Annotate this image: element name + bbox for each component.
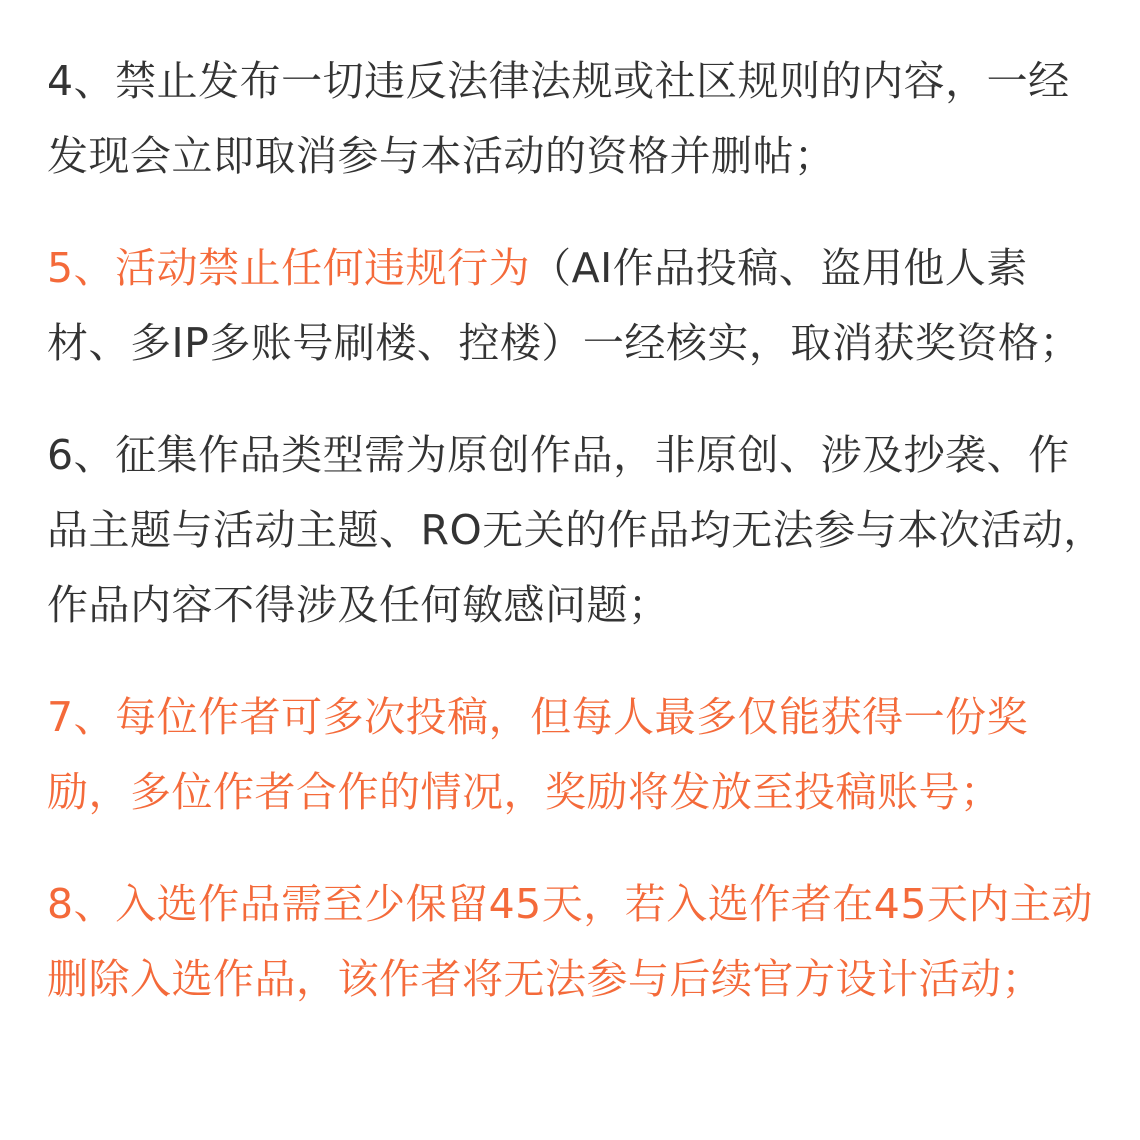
rule-5 (47, 231, 1107, 381)
rule-6: 6、征集作品类型需为原创作品，非原创、涉及抄袭、作品主题与活动主题、RO无关的作品均无法参与本次活动，作品内容不得涉及任何敏感问题； (47, 431, 1105, 629)
rule-7: 7、每位作者可多次投稿，但每人最多仅能获得一份奖励，多位作者合作的情况，奖励将发放至投稿账号； (47, 693, 1029, 816)
rule-8: 8、入选作品需至少保留45天，若入选作者在45天内主动删除入选作品，该作者将无法参与后续官方设计活动； (47, 880, 1093, 1003)
rule-5-detail: （AI作品投稿、盗用他人素材、多IP多账号刷楼、控楼）一经核实，取消获奖资格； (47, 244, 1081, 367)
rule-4: 4、禁止发布一切违反法律法规或社区规则的内容，一经发现会立即取消参与本活动的资格并删帖； (47, 57, 1070, 180)
rules-list (47, 44, 1107, 1054)
rule-5-highlight: 5、活动禁止任何违规行为 (47, 244, 531, 292)
